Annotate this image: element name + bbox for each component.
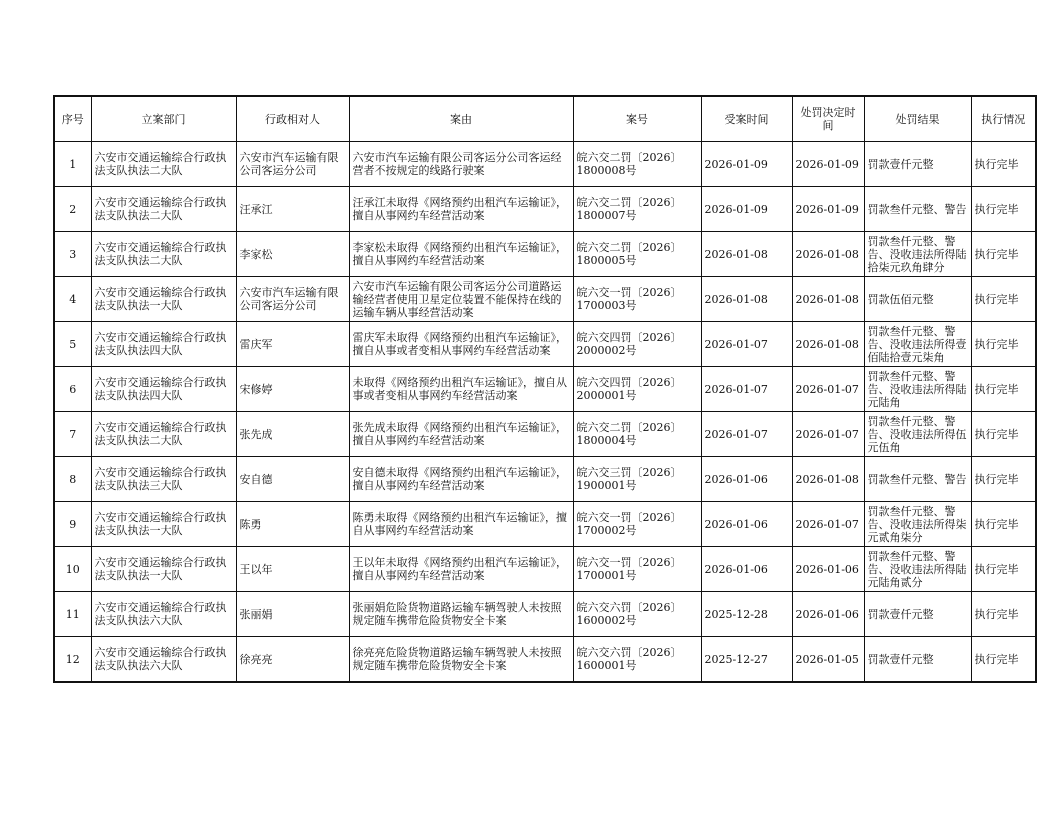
cell-index: 11 bbox=[54, 592, 91, 637]
cell-result: 罚款叁仟元整、警告、没收违法所得陆拾柒元玖角肆分 bbox=[864, 232, 971, 277]
cell-cause: 汪承江未取得《网络预约出租汽车运输证》，擅自从事网约车经营活动案 bbox=[349, 187, 573, 232]
cell-result: 罚款叁仟元整、警告 bbox=[864, 457, 971, 502]
cell-decision-date: 2026-01-07 bbox=[792, 502, 864, 547]
cell-decision-date: 2026-01-09 bbox=[792, 142, 864, 187]
cell-case-no: 皖六交二罚〔2026〕1800007号 bbox=[573, 187, 701, 232]
cell-party: 李家松 bbox=[236, 232, 349, 277]
cell-party: 雷庆军 bbox=[236, 322, 349, 367]
cell-decision-date: 2026-01-07 bbox=[792, 367, 864, 412]
cell-case-no: 皖六交四罚〔2026〕2000001号 bbox=[573, 367, 701, 412]
cell-status: 执行完毕 bbox=[971, 502, 1036, 547]
cell-accept-date: 2026-01-07 bbox=[701, 322, 792, 367]
cell-index: 4 bbox=[54, 277, 91, 322]
cell-case-no: 皖六交一罚〔2026〕1700001号 bbox=[573, 547, 701, 592]
cell-decision-date: 2026-01-08 bbox=[792, 232, 864, 277]
cell-index: 2 bbox=[54, 187, 91, 232]
cell-cause: 王以年未取得《网络预约出租汽车运输证》，擅自从事网约车经营活动案 bbox=[349, 547, 573, 592]
cell-accept-date: 2026-01-08 bbox=[701, 232, 792, 277]
cell-party: 陈勇 bbox=[236, 502, 349, 547]
cell-accept-date: 2025-12-27 bbox=[701, 637, 792, 683]
cell-index: 7 bbox=[54, 412, 91, 457]
cell-result: 罚款伍佰元整 bbox=[864, 277, 971, 322]
cell-decision-date: 2026-01-07 bbox=[792, 412, 864, 457]
cell-party: 安自德 bbox=[236, 457, 349, 502]
cell-result: 罚款壹仟元整 bbox=[864, 592, 971, 637]
cell-accept-date: 2026-01-07 bbox=[701, 412, 792, 457]
header-accept-date: 受案时间 bbox=[701, 96, 792, 142]
header-party: 行政相对人 bbox=[236, 96, 349, 142]
cell-party: 张先成 bbox=[236, 412, 349, 457]
cell-result: 罚款壹仟元整 bbox=[864, 637, 971, 683]
table-row bbox=[54, 592, 1036, 637]
cell-department: 六安市交通运输综合行政执法支队执法二大队 bbox=[91, 187, 236, 232]
cell-case-no: 皖六交六罚〔2026〕1600002号 bbox=[573, 592, 701, 637]
table-row bbox=[54, 502, 1036, 547]
cell-case-no: 皖六交二罚〔2026〕1800005号 bbox=[573, 232, 701, 277]
cell-index: 3 bbox=[54, 232, 91, 277]
cell-accept-date: 2025-12-28 bbox=[701, 592, 792, 637]
table-row bbox=[54, 322, 1036, 367]
cell-result: 罚款壹仟元整 bbox=[864, 142, 971, 187]
table-row bbox=[54, 232, 1036, 277]
cell-case-no: 皖六交三罚〔2026〕1900001号 bbox=[573, 457, 701, 502]
cell-department: 六安市交通运输综合行政执法支队执法六大队 bbox=[91, 592, 236, 637]
cell-case-no: 皖六交二罚〔2026〕1800008号 bbox=[573, 142, 701, 187]
header-cause: 案由 bbox=[349, 96, 573, 142]
cell-decision-date: 2026-01-09 bbox=[792, 187, 864, 232]
cell-department: 六安市交通运输综合行政执法支队执法一大队 bbox=[91, 547, 236, 592]
cell-index: 8 bbox=[54, 457, 91, 502]
cell-accept-date: 2026-01-06 bbox=[701, 502, 792, 547]
cell-status: 执行完毕 bbox=[971, 412, 1036, 457]
header-department: 立案部门 bbox=[91, 96, 236, 142]
cell-accept-date: 2026-01-09 bbox=[701, 187, 792, 232]
cell-cause: 张先成未取得《网络预约出租汽车运输证》，擅自从事网约车经营活动案 bbox=[349, 412, 573, 457]
header-result: 处罚结果 bbox=[864, 96, 971, 142]
table-row bbox=[54, 457, 1036, 502]
cell-decision-date: 2026-01-08 bbox=[792, 457, 864, 502]
cell-cause: 李家松未取得《网络预约出租汽车运输证》，擅自从事网约车经营活动案 bbox=[349, 232, 573, 277]
cell-party: 六安市汽车运输有限公司客运分公司 bbox=[236, 142, 349, 187]
cell-department: 六安市交通运输综合行政执法支队执法一大队 bbox=[91, 277, 236, 322]
cell-decision-date: 2026-01-06 bbox=[792, 547, 864, 592]
table-row bbox=[54, 367, 1036, 412]
cell-department: 六安市交通运输综合行政执法支队执法一大队 bbox=[91, 502, 236, 547]
cell-case-no: 皖六交六罚〔2026〕1600001号 bbox=[573, 637, 701, 683]
table-row bbox=[54, 187, 1036, 232]
header-case-no: 案号 bbox=[573, 96, 701, 142]
cell-cause: 张丽娟危险货物道路运输车辆驾驶人未按照规定随车携带危险货物安全卡案 bbox=[349, 592, 573, 637]
cell-party: 宋修婷 bbox=[236, 367, 349, 412]
cell-result: 罚款叁仟元整、警告、没收违法所得柒元贰角柒分 bbox=[864, 502, 971, 547]
cell-status: 执行完毕 bbox=[971, 637, 1036, 683]
cell-status: 执行完毕 bbox=[971, 547, 1036, 592]
cell-department: 六安市交通运输综合行政执法支队执法二大队 bbox=[91, 232, 236, 277]
cell-cause: 雷庆军未取得《网络预约出租汽车运输证》，擅自从事或者变相从事网约车经营活动案 bbox=[349, 322, 573, 367]
table-row bbox=[54, 637, 1036, 683]
header-decision-date: 处罚决定时间 bbox=[792, 96, 864, 142]
cell-cause: 六安市汽车运输有限公司客运分公司客运经营者不按规定的线路行驶案 bbox=[349, 142, 573, 187]
cell-department: 六安市交通运输综合行政执法支队执法六大队 bbox=[91, 637, 236, 683]
header-row bbox=[54, 96, 1036, 142]
cell-decision-date: 2026-01-08 bbox=[792, 277, 864, 322]
cell-department: 六安市交通运输综合行政执法支队执法二大队 bbox=[91, 142, 236, 187]
cell-department: 六安市交通运输综合行政执法支队执法四大队 bbox=[91, 367, 236, 412]
cell-party: 王以年 bbox=[236, 547, 349, 592]
cell-status: 执行完毕 bbox=[971, 457, 1036, 502]
table-row bbox=[54, 142, 1036, 187]
cell-department: 六安市交通运输综合行政执法支队执法四大队 bbox=[91, 322, 236, 367]
cell-case-no: 皖六交一罚〔2026〕1700002号 bbox=[573, 502, 701, 547]
cell-status: 执行完毕 bbox=[971, 367, 1036, 412]
cell-status: 执行完毕 bbox=[971, 142, 1036, 187]
cell-index: 12 bbox=[54, 637, 91, 683]
cell-status: 执行完毕 bbox=[971, 187, 1036, 232]
table-row bbox=[54, 412, 1036, 457]
cell-cause: 六安市汽车运输有限公司客运分公司道路运输经营者使用卫星定位装置不能保持在线的运输车辆从事经营活动案 bbox=[349, 277, 573, 322]
cell-decision-date: 2026-01-08 bbox=[792, 322, 864, 367]
table-header bbox=[54, 96, 1036, 142]
table-row bbox=[54, 547, 1036, 592]
header-status: 执行情况 bbox=[971, 96, 1036, 142]
cell-index: 1 bbox=[54, 142, 91, 187]
cell-cause: 徐亮亮危险货物道路运输车辆驾驶人未按照规定随车携带危险货物安全卡案 bbox=[349, 637, 573, 683]
cell-cause: 未取得《网络预约出租汽车运输证》，擅自从事或者变相从事网约车经营活动案 bbox=[349, 367, 573, 412]
cell-accept-date: 2026-01-08 bbox=[701, 277, 792, 322]
cell-status: 执行完毕 bbox=[971, 277, 1036, 322]
cell-department: 六安市交通运输综合行政执法支队执法三大队 bbox=[91, 457, 236, 502]
cell-index: 6 bbox=[54, 367, 91, 412]
cell-status: 执行完毕 bbox=[971, 592, 1036, 637]
penalty-table bbox=[53, 95, 1037, 683]
cell-accept-date: 2026-01-06 bbox=[701, 457, 792, 502]
cell-party: 徐亮亮 bbox=[236, 637, 349, 683]
header-index: 序号 bbox=[54, 96, 91, 142]
cell-index: 9 bbox=[54, 502, 91, 547]
table-row bbox=[54, 277, 1036, 322]
cell-party: 六安市汽车运输有限公司客运分公司 bbox=[236, 277, 349, 322]
cell-party: 张丽娟 bbox=[236, 592, 349, 637]
cell-status: 执行完毕 bbox=[971, 322, 1036, 367]
cell-result: 罚款叁仟元整、警告、没收违法所得陆元陆角 bbox=[864, 367, 971, 412]
cell-case-no: 皖六交四罚〔2026〕2000002号 bbox=[573, 322, 701, 367]
cell-result: 罚款叁仟元整、警告、没收违法所得壹佰陆拾壹元柒角 bbox=[864, 322, 971, 367]
cell-status: 执行完毕 bbox=[971, 232, 1036, 277]
table-body bbox=[54, 142, 1036, 683]
cell-case-no: 皖六交一罚〔2026〕1700003号 bbox=[573, 277, 701, 322]
cell-party: 汪承江 bbox=[236, 187, 349, 232]
cell-result: 罚款叁仟元整、警告、没收违法所得伍元伍角 bbox=[864, 412, 971, 457]
cell-result: 罚款叁仟元整、警告、没收违法所得陆元陆角贰分 bbox=[864, 547, 971, 592]
cell-accept-date: 2026-01-06 bbox=[701, 547, 792, 592]
cell-accept-date: 2026-01-09 bbox=[701, 142, 792, 187]
cell-department: 六安市交通运输综合行政执法支队执法二大队 bbox=[91, 412, 236, 457]
cell-decision-date: 2026-01-05 bbox=[792, 637, 864, 683]
cell-index: 10 bbox=[54, 547, 91, 592]
cell-result: 罚款叁仟元整、警告 bbox=[864, 187, 971, 232]
cell-index: 5 bbox=[54, 322, 91, 367]
cell-case-no: 皖六交二罚〔2026〕1800004号 bbox=[573, 412, 701, 457]
cell-decision-date: 2026-01-06 bbox=[792, 592, 864, 637]
cell-cause: 安自德未取得《网络预约出租汽车运输证》，擅自从事网约车经营活动案 bbox=[349, 457, 573, 502]
cell-cause: 陈勇未取得《网络预约出租汽车运输证》，擅自从事网约车经营活动案 bbox=[349, 502, 573, 547]
cell-accept-date: 2026-01-07 bbox=[701, 367, 792, 412]
